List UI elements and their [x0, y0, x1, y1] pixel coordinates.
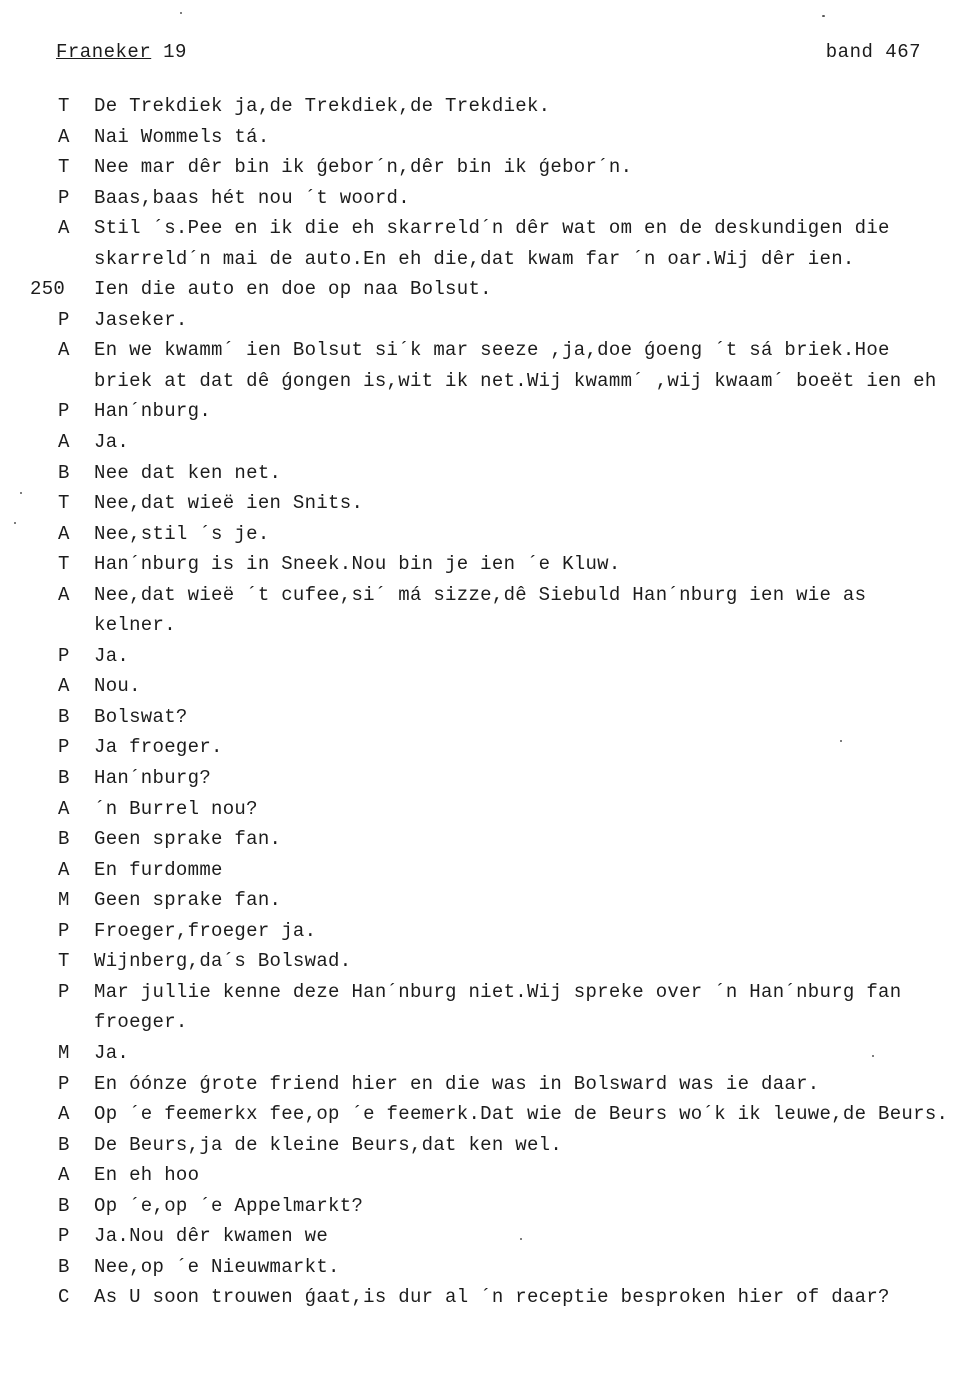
speaker-label: A	[58, 1164, 70, 1187]
speaker-label: P	[58, 919, 70, 942]
transcript-turn	[0, 519, 979, 550]
speaker-label: B	[58, 828, 70, 851]
scan-speck	[872, 1055, 874, 1057]
transcript-body	[0, 91, 979, 1313]
page-number: 19	[163, 41, 187, 63]
transcript-turn	[0, 396, 979, 427]
scan-speck	[822, 15, 825, 17]
speaker-label: T	[58, 553, 70, 576]
utterance-text: Nee,stil ´s je.	[94, 522, 270, 545]
speaker-label: T	[58, 95, 70, 117]
utterance-text: Op ´e feemerkx fee,op ´e feemerk.Dat wie de Beurs wo´k ik leuwe,de Beurs.	[94, 1103, 949, 1126]
utterance-text: En eh hoo	[94, 1164, 200, 1187]
transcript-turn	[0, 824, 979, 855]
scan-speck	[840, 740, 842, 742]
transcript-turn	[0, 1191, 979, 1222]
utterance-text: Jaseker.	[94, 308, 188, 331]
utterance-text: Nee,dat wieë ien Snits.	[94, 492, 364, 515]
utterance-text: De Beurs,ja de kleine Beurs,dat ken wel.	[94, 1133, 563, 1156]
utterance-text: Nee dat ken net.	[94, 461, 282, 484]
transcript-turn	[0, 977, 979, 1038]
speaker-label: B	[58, 461, 70, 484]
transcript-turn	[0, 1221, 979, 1252]
utterance-text: Geen sprake fan.	[94, 828, 282, 851]
utterance-text: Geen sprake fan.	[94, 889, 282, 912]
utterance-text: Han´nburg?	[94, 767, 212, 790]
transcript-turn	[0, 1252, 979, 1283]
speaker-label: C	[58, 1286, 70, 1309]
utterance-text: Nee,op ´e Nieuwmarkt.	[94, 1255, 340, 1278]
scan-speck	[20, 492, 22, 494]
utterance-text: Wijnberg,da´s Bolswad.	[94, 950, 352, 973]
utterance-text: As U soon trouwen ǵaat,is dur al ´n receptie besproken hier of daar?	[94, 1286, 890, 1309]
transcript-turn	[0, 274, 979, 305]
utterance-text: Op ´e,op ´e Appelmarkt?	[94, 1194, 364, 1217]
utterance-text: Ja froeger.	[94, 736, 223, 759]
speaker-label: M	[58, 1041, 70, 1064]
transcript-turn	[0, 458, 979, 489]
utterance-text: Froeger,froeger ja.	[94, 919, 317, 942]
transcript-turn	[0, 732, 979, 763]
speaker-label: T	[58, 950, 70, 973]
utterance-text: Baas,baas hét nou ´t woord.	[94, 186, 410, 209]
utterance-text: ´n Burrel nou?	[94, 797, 258, 820]
scan-speck	[14, 522, 16, 524]
transcript-turn	[0, 946, 979, 977]
utterance-text: Mar jullie kenne deze Han´nburg niet.Wij spreke over ´n Han´nburg fan froeger.	[94, 980, 902, 1034]
page-header-left	[56, 41, 187, 63]
transcript-turn	[0, 305, 979, 336]
transcript-turn	[0, 213, 979, 274]
scan-speck	[180, 12, 182, 14]
transcript-turn	[0, 335, 979, 396]
speaker-label: M	[58, 889, 70, 912]
transcript-turn	[0, 1038, 979, 1069]
speaker-label: B	[58, 705, 70, 728]
speaker-label: A	[58, 1103, 70, 1126]
speaker-label: A	[58, 125, 70, 148]
utterance-text: De Trekdiek ja,de Trekdiek,de Trekdiek.	[94, 95, 551, 117]
transcript-turn	[0, 1160, 979, 1191]
speaker-label: A	[58, 217, 70, 240]
speaker-label: B	[58, 1133, 70, 1156]
speaker-label: P	[58, 1072, 70, 1095]
speaker-label: P	[58, 186, 70, 209]
speaker-label: T	[58, 156, 70, 179]
speaker-label: P	[58, 736, 70, 759]
line-number: 250	[30, 278, 66, 301]
transcript-turn	[0, 1282, 979, 1313]
transcript-turn	[0, 580, 979, 641]
transcript-turn	[0, 122, 979, 153]
utterance-text: Ja.	[94, 644, 130, 667]
transcript-turn	[0, 763, 979, 794]
utterance-text: Nee mar dêr bin ik ǵebor´n,dêr bin ik ǵebor´n.	[94, 156, 633, 179]
transcript-turn	[0, 91, 979, 122]
transcript-turn	[0, 183, 979, 214]
transcript-turn	[0, 549, 979, 580]
transcript-turn	[0, 885, 979, 916]
utterance-text: Bolswat?	[94, 705, 188, 728]
utterance-text: Han´nburg.	[94, 400, 212, 423]
utterance-text: En we kwamm´ ien Bolsut si´k mar seeze ,ja,doe ǵoeng ´t sá briek.Hoe briek at dat dê ǵongen is,wit ik net.Wij kwamm´ ,wij kwaam´ boeët ien eh	[94, 339, 937, 392]
speaker-label: A	[58, 522, 70, 545]
speaker-label: A	[58, 431, 70, 454]
utterance-text: Han´nburg is in Sneek.Nou bin je ien ´e Kluw.	[94, 553, 621, 576]
utterance-text: Ja.Nou dêr kwamen we	[94, 1225, 329, 1248]
place-name: Franeker	[56, 41, 152, 63]
transcript-turn	[0, 916, 979, 947]
utterance-text: En furdomme	[94, 858, 223, 881]
utterance-text: Nee,dat wieë ´t cufee,si´ má sizze,dê Siebuld Han´nburg ien wie as kelner.	[94, 583, 867, 637]
transcript-turn	[0, 794, 979, 825]
utterance-text: En óónze ǵrote friend hier en die was in Bolsward was ie daar.	[94, 1072, 820, 1095]
transcript-turn	[0, 1099, 979, 1130]
utterance-text: Nou.	[94, 675, 141, 698]
speaker-label: B	[58, 767, 70, 790]
speaker-label: A	[58, 797, 70, 820]
transcript-turn	[0, 1130, 979, 1161]
transcript-turn	[0, 671, 979, 702]
speaker-label: T	[58, 492, 70, 515]
transcript-turn	[0, 488, 979, 519]
transcript-turn	[0, 641, 979, 672]
speaker-label: A	[58, 583, 70, 606]
speaker-label: A	[58, 339, 70, 362]
speaker-label: P	[58, 1225, 70, 1248]
speaker-label: P	[58, 980, 70, 1003]
speaker-label: B	[58, 1194, 70, 1217]
speaker-label: P	[58, 308, 70, 331]
scan-speck	[520, 1238, 522, 1240]
transcript-turn	[0, 427, 979, 458]
transcript-turn	[0, 1069, 979, 1100]
utterance-text: Nai Wommels tá.	[94, 125, 270, 148]
transcript-turn	[0, 855, 979, 886]
utterance-text: Stil ´s.Pee en ik die eh skarreld´n dêr wat om en de deskundigen die skarreld´n mai de auto.En eh die,dat kwam far ´n oar.Wij dêr ien.	[94, 217, 890, 270]
speaker-label: P	[58, 400, 70, 423]
speaker-label: B	[58, 1255, 70, 1278]
band-label: band 467	[825, 41, 921, 63]
utterance-text: Ien die auto en doe op naa Bolsut.	[94, 278, 492, 301]
transcript-turn	[0, 702, 979, 733]
utterance-text: Ja.	[94, 431, 130, 454]
transcript-turn	[0, 152, 979, 183]
speaker-label: A	[58, 675, 70, 698]
utterance-text: Ja.	[94, 1041, 130, 1064]
speaker-label: P	[58, 644, 70, 667]
speaker-label: A	[58, 858, 70, 881]
